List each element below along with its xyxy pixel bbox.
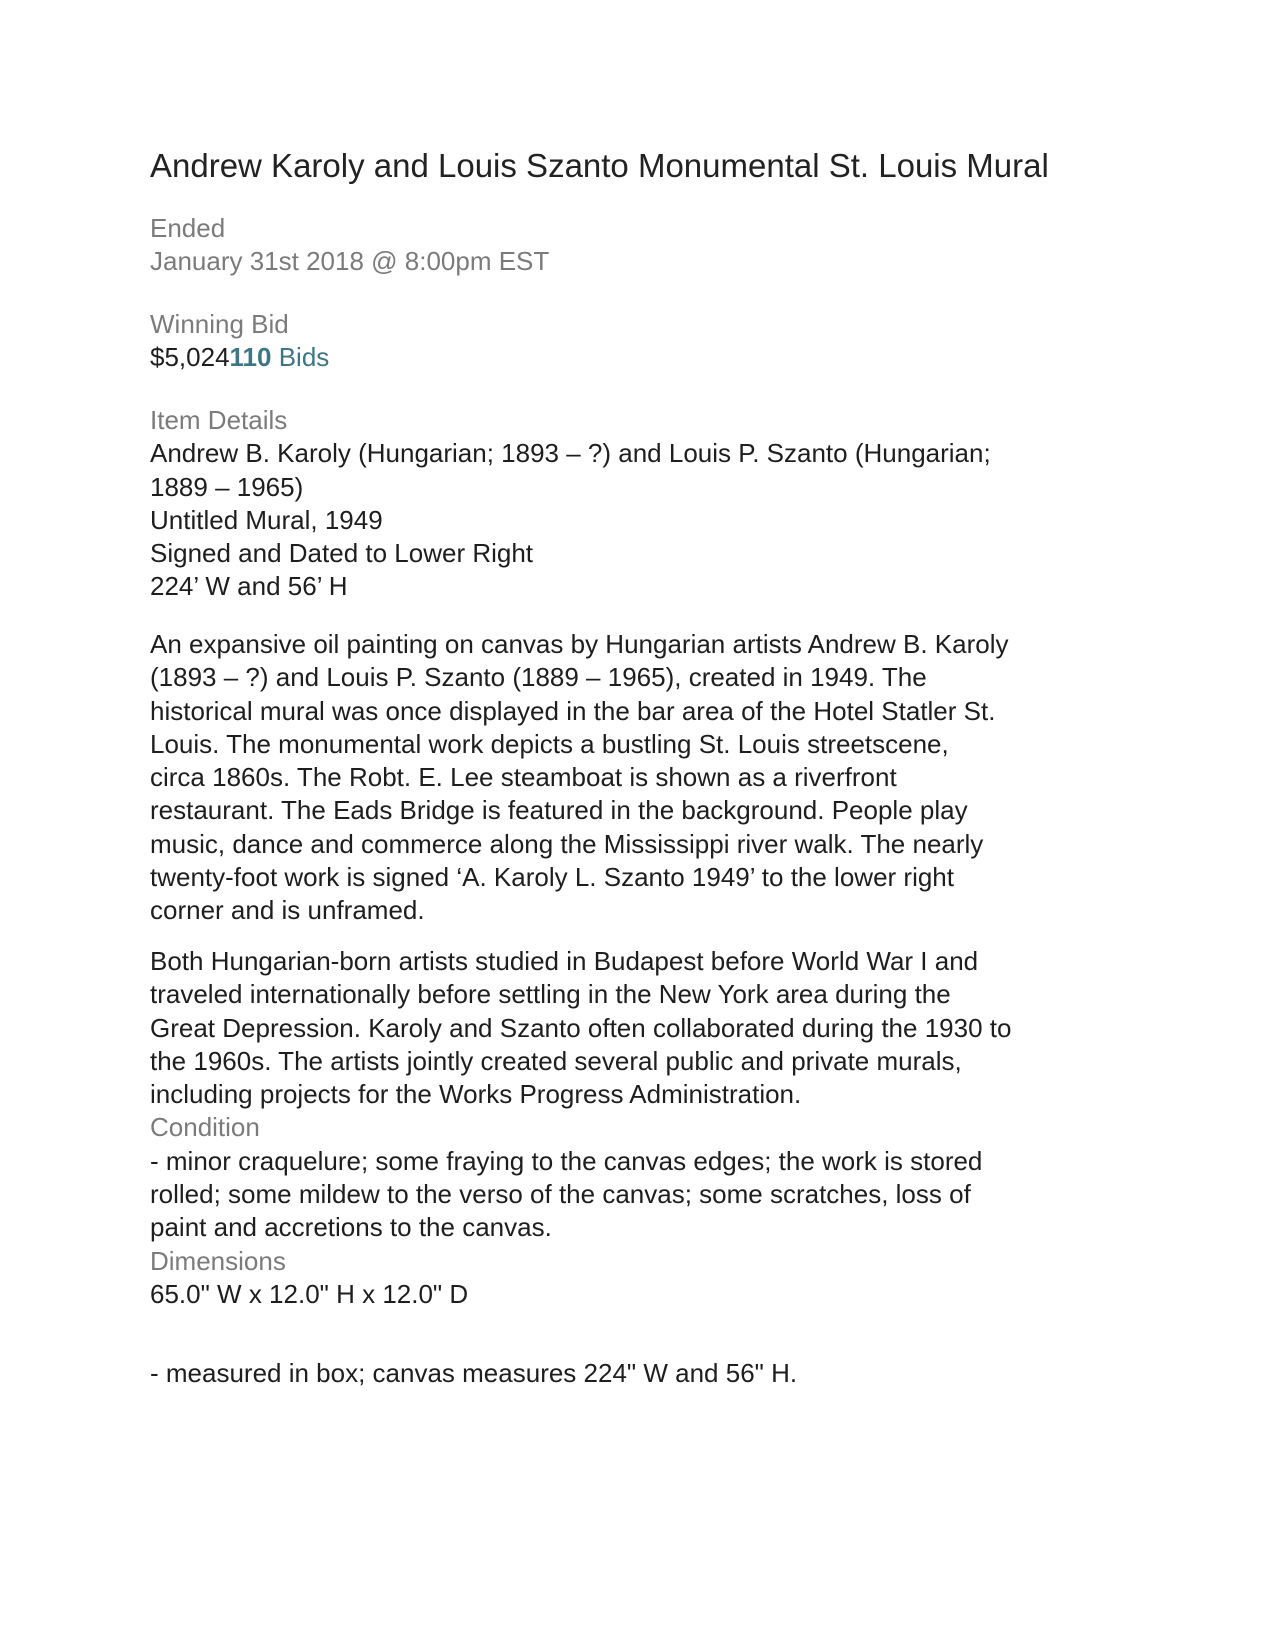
dimensions-note: - measured in box; canvas measures 224" W and 56" H. <box>150 1358 798 1388</box>
dimensions-note-section <box>150 1357 797 1390</box>
paragraph-line: (1893 – ?) and Louis P. Szanto (1889 – 1965), created in 1949. The <box>150 662 927 693</box>
end-datetime: January 31st 2018 @ 8:00pm EST <box>150 246 550 277</box>
dimensions-value: 65.0" W x 12.0" H x 12.0" D <box>150 1278 469 1309</box>
dimensions-label: Dimensions <box>150 1245 286 1276</box>
status-label: Ended <box>150 213 226 243</box>
condition-line: paint and accretions to the canvas. <box>150 1212 552 1243</box>
paragraph-line: restaurant. The Eads Bridge is featured in the background. People play <box>150 795 968 826</box>
paragraph-line: traveled internationally before settling in the New York area during the <box>150 979 951 1010</box>
paragraph-line: the 1960s. The artists jointly created several public and private murals, <box>150 1045 962 1076</box>
condition-label: Condition <box>150 1112 260 1143</box>
paragraph-line: circa 1860s. The Robt. E. Lee steamboat is shown as a riverfront <box>150 762 897 793</box>
winning-bid-label: Winning Bid <box>150 309 289 339</box>
paragraph-line: music, dance and commerce along the Mississippi river walk. The nearly <box>150 828 984 859</box>
item-details-section <box>150 404 991 604</box>
bid-row <box>150 341 329 374</box>
paragraph-line: Both Hungarian-born artists studied in Budapest before World War I and <box>150 946 979 976</box>
details-line: Signed and Dated to Lower Right <box>150 538 534 569</box>
paragraph-line: corner and is unframed. <box>150 895 425 926</box>
winning-bid-amount: $5,024 <box>150 342 230 373</box>
bid-section <box>150 308 329 375</box>
bids-word[interactable]: Bids <box>271 342 330 373</box>
paragraph-line: twenty-foot work is signed ‘A. Karoly L. Szanto 1949’ to the lower right <box>150 862 954 893</box>
bids-link[interactable] <box>230 342 330 372</box>
paragraph-line: Louis. The monumental work depicts a bustling St. Louis streetscene, <box>150 728 949 759</box>
paragraph-line: including projects for the Works Progress Administration. <box>150 1079 802 1110</box>
bid-count[interactable]: 110 <box>229 342 272 373</box>
page-title: Andrew Karoly and Louis Szanto Monumental St. Louis Mural <box>150 147 1049 184</box>
item-details-label: Item Details <box>150 405 288 435</box>
details-line: 224’ W and 56’ H <box>150 571 348 602</box>
details-line: Untitled Mural, 1949 <box>150 504 383 535</box>
paragraph-line: Great Depression. Karoly and Szanto often collaborated during the 1930 to <box>150 1012 1012 1043</box>
paragraph-line: historical mural was once displayed in the bar area of the Hotel Statler St. <box>150 695 996 726</box>
paragraph-line: An expansive oil painting on canvas by Hungarian artists Andrew B. Karoly <box>150 629 1009 659</box>
details-line: 1889 – 1965) <box>150 471 304 502</box>
description-paragraph-1 <box>150 628 1008 928</box>
description-paragraph-2 <box>150 945 1011 1311</box>
status-section <box>150 212 549 279</box>
details-line: Andrew B. Karoly (Hungarian; 1893 – ?) and Louis P. Szanto (Hungarian; <box>150 438 991 469</box>
condition-line: rolled; some mildew to the verso of the canvas; some scratches, loss of <box>150 1179 971 1210</box>
condition-line: - minor craquelure; some fraying to the canvas edges; the work is stored <box>150 1145 983 1176</box>
